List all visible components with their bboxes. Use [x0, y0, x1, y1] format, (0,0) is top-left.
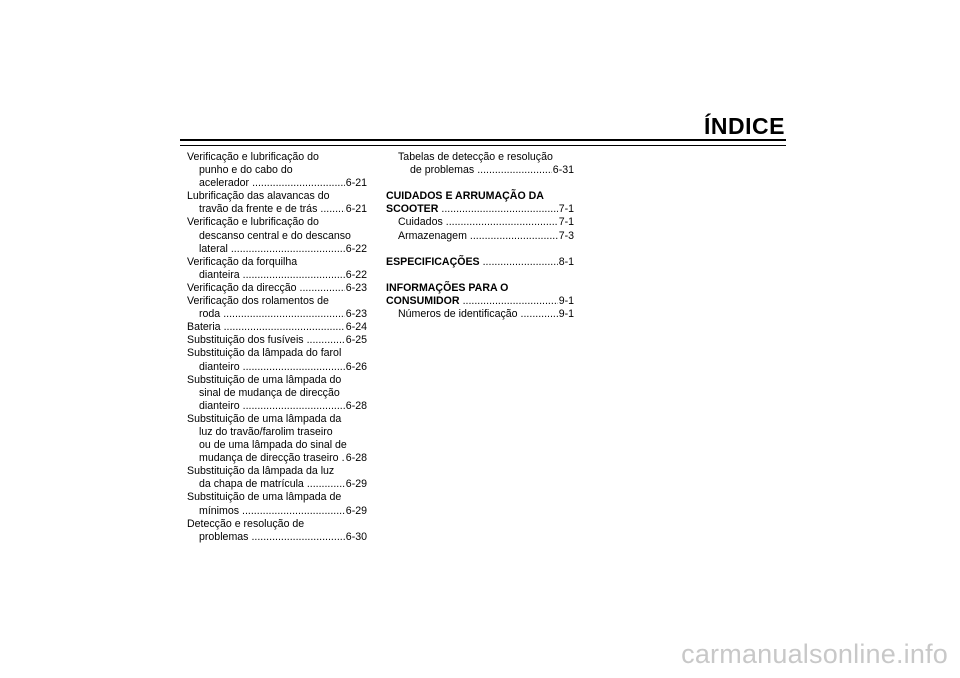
toc-entry-text: da chapa de matrícula — [199, 478, 304, 491]
toc-entry-text: ou de uma lâmpada do sinal de — [199, 439, 347, 452]
toc-entry-text: Substituição dos fusíveis — [187, 334, 304, 347]
leader-dots — [224, 321, 345, 334]
toc-entry[interactable] — [187, 295, 367, 321]
leader-dots — [252, 177, 345, 190]
toc-page-number: 6-28 — [345, 399, 367, 412]
toc-entry-text: mudança de direcção traseiro — [199, 452, 339, 465]
toc-page-number: 6-21 — [345, 203, 367, 216]
toc-entry[interactable] — [187, 216, 367, 255]
leader-dots — [446, 216, 558, 229]
toc-entry[interactable] — [386, 308, 574, 321]
toc-section-text: INFORMAÇÕES PARA O — [386, 281, 509, 294]
toc-entry-text: dianteiro — [199, 360, 240, 373]
toc-entry-text: Substituição de uma lâmpada do — [187, 373, 342, 386]
leader-dots — [483, 256, 558, 269]
leader-dots — [441, 203, 557, 216]
toc-page-number: 7-1 — [558, 203, 574, 216]
toc-entry-text: de problemas — [410, 164, 475, 177]
toc-entry-text: luz do travão/farolim traseiro — [199, 425, 333, 438]
toc-section[interactable] — [386, 282, 574, 308]
toc-page-number: 6-22 — [345, 268, 367, 281]
toc-entry-text: problemas — [199, 530, 249, 543]
toc-left-column — [187, 151, 367, 544]
toc-entry-text: Armazenagem — [398, 229, 467, 242]
toc-entry-text: Cuidados — [398, 216, 443, 229]
toc-page-number: 6-29 — [345, 504, 367, 517]
toc-entry[interactable] — [187, 347, 367, 373]
toc-entry-text: Substituição de uma lâmpada de — [187, 491, 342, 504]
toc-entry-text: acelerador — [199, 177, 250, 190]
toc-entry[interactable] — [386, 230, 574, 243]
toc-entry[interactable] — [187, 190, 367, 216]
toc-entry[interactable] — [187, 151, 367, 190]
toc-entry[interactable] — [187, 334, 367, 347]
toc-entry-text: travão da frente e de trás — [199, 203, 318, 216]
toc-page-number: 6-21 — [345, 177, 367, 190]
toc-page-number: 6-31 — [552, 164, 574, 177]
leader-dots — [307, 478, 345, 491]
toc-page-number: 6-26 — [345, 360, 367, 373]
toc-entry[interactable] — [187, 491, 367, 517]
page-title: ÍNDICE — [704, 113, 785, 139]
leader-dots — [242, 505, 345, 518]
leader-dots — [243, 361, 345, 374]
toc-page-number: 8-1 — [558, 255, 574, 268]
leader-dots — [320, 203, 344, 216]
toc-page-number: 6-23 — [345, 308, 367, 321]
toc-entry-text: Verificação da forquilha — [187, 255, 298, 268]
toc-entry-text: Bateria — [187, 321, 221, 334]
toc-entry-text: Tabelas de detecção e resolução — [398, 151, 553, 163]
watermark: carmanualsonline.info — [681, 639, 948, 669]
toc-section-text: CONSUMIDOR — [386, 295, 460, 308]
toc-page-number: 6-24 — [345, 321, 367, 334]
toc-page-number: 9-1 — [558, 295, 574, 308]
toc-entry-text: Substituição de uma lâmpada da — [187, 412, 342, 425]
leader-dots — [223, 308, 345, 321]
toc-page-number: 6-30 — [345, 530, 367, 543]
toc-section-text: CUIDADOS E ARRUMAÇÃO DA — [386, 190, 544, 203]
toc-entry[interactable] — [187, 374, 367, 413]
toc-entry[interactable] — [187, 518, 367, 544]
toc-entry-text: dianteiro — [199, 399, 240, 412]
toc-entry-text: Verificação e lubrificação do — [187, 151, 319, 163]
toc-entry[interactable] — [386, 216, 574, 229]
toc-entry-text: Detecção e resolução de — [187, 517, 305, 530]
leader-dots — [307, 334, 345, 347]
leader-dots — [300, 282, 345, 295]
toc-entry-text: mínimos — [199, 504, 240, 517]
title-rule-thin — [180, 145, 786, 146]
toc-page-number: 6-28 — [345, 452, 367, 465]
toc-page-number: 9-1 — [558, 308, 574, 321]
toc-entry-text: dianteira — [199, 268, 240, 281]
title-rule-thick — [180, 139, 786, 141]
toc-section-text: SCOOTER — [386, 203, 439, 216]
toc-entry-text: Verificação da direcção — [187, 281, 297, 294]
leader-dots — [521, 308, 558, 321]
toc-entry-text: Verificação e lubrificação do — [187, 216, 319, 229]
toc-section-text: ESPECIFICAÇÕES — [386, 255, 480, 268]
leader-dots — [251, 531, 344, 544]
leader-dots — [477, 164, 552, 177]
toc-entry-text: Verificação dos rolamentos de — [187, 295, 329, 308]
toc-entry[interactable] — [187, 413, 367, 465]
toc-entry-text: Substituição da lâmpada do farol — [187, 347, 342, 360]
toc-page-number: 7-3 — [558, 229, 574, 242]
leader-dots — [342, 452, 345, 465]
toc-entry-text: Substituição da lâmpada da luz — [187, 465, 335, 478]
leader-dots — [470, 230, 558, 243]
leader-dots — [231, 243, 345, 256]
toc-entry-text: punho e do cabo do — [199, 164, 293, 177]
toc-page-number: 6-25 — [345, 334, 367, 347]
toc-entry-text: sinal de mudança de direcção — [199, 386, 340, 399]
toc-entry[interactable] — [187, 256, 367, 282]
toc-entry[interactable] — [187, 465, 367, 491]
toc-section[interactable] — [386, 190, 574, 216]
toc-entry-text: roda — [199, 308, 221, 321]
toc-entry[interactable] — [386, 151, 574, 177]
leader-dots — [243, 400, 345, 413]
toc-page-number: 6-23 — [345, 281, 367, 294]
toc-entry-text: Lubrificação das alavancas do — [187, 190, 330, 203]
toc-entry-text: descanso central e do descanso — [199, 229, 351, 242]
toc-page-number: 7-1 — [558, 216, 574, 229]
leader-dots — [463, 295, 558, 308]
leader-dots — [243, 269, 345, 282]
toc-page-number: 6-29 — [345, 478, 367, 491]
toc-section[interactable] — [386, 256, 574, 269]
toc-page-number: 6-22 — [345, 242, 367, 255]
toc-entry[interactable] — [187, 282, 367, 295]
toc-entry[interactable] — [187, 321, 367, 334]
toc-right-column — [386, 151, 574, 321]
toc-entry-text: lateral — [199, 242, 228, 255]
toc-entry-text: Números de identificação — [398, 308, 518, 321]
